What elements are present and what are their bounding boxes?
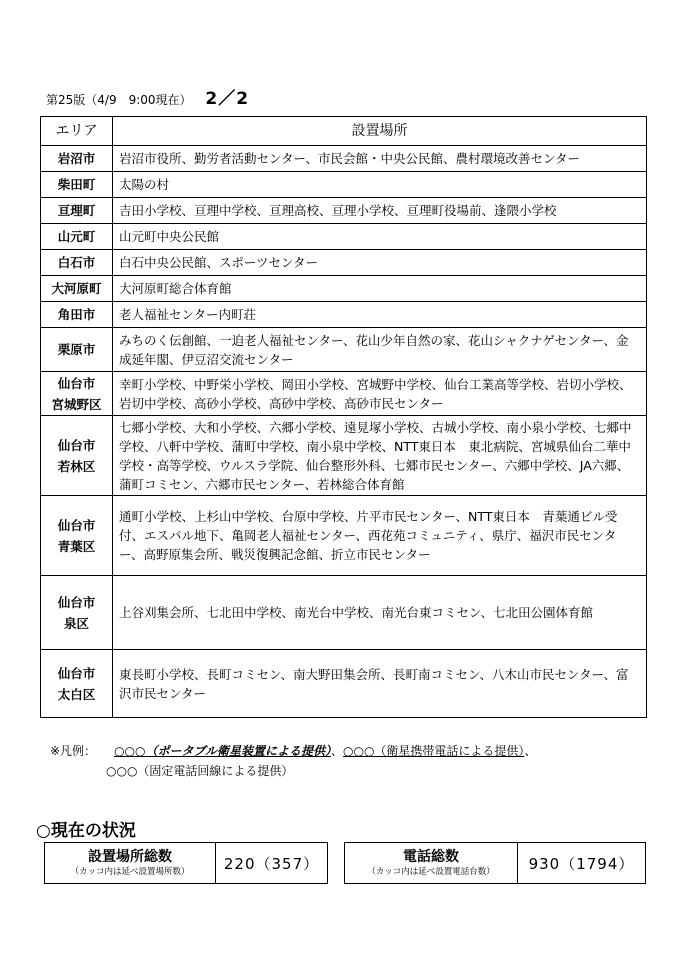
page-number: 2／2 [205, 89, 250, 109]
area-city: 仙台市 [57, 437, 96, 453]
places-cell: 老人福祉センター内町荘 [113, 302, 647, 328]
area-cell: 亘理町 [41, 198, 113, 224]
area-cell [41, 496, 113, 576]
area-cell [41, 372, 113, 416]
table-row [41, 328, 647, 372]
places-cell: 通町小学校、上杉山中学校、台原中学校、片平市民センター、NTT東日本 青葉通ビル受付、エスパル地下、亀岡老人福祉センター、西花苑コミュニティ、県庁、福沢市民センター、高野原集会所、戦災復興記念館、折立市民センター [113, 496, 647, 576]
places-cell: 幸町小学校、中野栄小学校、岡田小学校、宮城野中学校、仙台工業高等学校、岩切小学校、岩切中学校、高砂小学校、高砂中学校、高砂市民センター [113, 372, 647, 416]
phones-total-label: 電話総数 [403, 849, 459, 865]
table-row [41, 250, 647, 276]
legend [50, 741, 536, 781]
table-row [41, 576, 647, 650]
area-ward: 太白区 [57, 686, 96, 702]
area-cell [41, 650, 113, 718]
legend-satellite: ○○○（衛星携帯電話による提供） [343, 744, 525, 758]
area-cell: 大河原町 [41, 276, 113, 302]
places-cell: 上谷刈集会所、七北田中学校、南光台中学校、南光台東コミセン、七北田公園体育館 [113, 576, 647, 650]
locations-total-label: 設置場所総数 [88, 849, 172, 865]
area-ward: 青葉区 [57, 538, 96, 554]
area-cell: 山元町 [41, 224, 113, 250]
table-row [41, 146, 647, 172]
table-row [41, 276, 647, 302]
table-row [41, 496, 647, 576]
locations-total-box [44, 842, 328, 884]
area-ward: 宮城野区 [51, 396, 102, 412]
table-header-row [41, 117, 647, 146]
area-cell [41, 416, 113, 496]
places-cell: 吉田小学校、亘理中学校、亘理高校、亘理小学校、亘理町役場前、逢隈小学校 [113, 198, 647, 224]
status-title: ○現在の状況 [36, 821, 136, 841]
places-cell: 太陽の村 [113, 172, 647, 198]
places-cell: 東長町小学校、長町コミセン、南大野田集会所、長町南コミセン、八木山市民センター、富沢市民センター [113, 650, 647, 718]
table-row [41, 172, 647, 198]
legend-prefix: ※凡例： [50, 744, 97, 758]
table-row [41, 372, 647, 416]
phones-total-box [344, 842, 646, 884]
page-header [46, 84, 249, 109]
area-city: 仙台市 [57, 375, 96, 391]
area-ward: 若林区 [57, 458, 96, 474]
phones-total-note: （カッコ内は延べ設置電話台数） [367, 867, 495, 877]
legend-portable: ○○○（ポータブル衛星装置による提供） [114, 744, 331, 758]
area-cell: 柴田町 [41, 172, 113, 198]
table-row [41, 650, 647, 718]
locations-total-label-cell [45, 843, 216, 883]
places-cell: 山元町中央公民館 [113, 224, 647, 250]
places-cell: 大河原町総合体育館 [113, 276, 647, 302]
locations-total-note: （カッコ内は延べ設置場所数） [70, 867, 190, 877]
places-cell: 岩沼市役所、勤労者活動センター、市民会館・中央公民館、農村環境改善センター [113, 146, 647, 172]
area-city: 仙台市 [57, 594, 96, 610]
phones-total-label-cell [345, 843, 518, 883]
area-city: 仙台市 [57, 517, 96, 533]
area-cell [41, 576, 113, 650]
table-row [41, 416, 647, 496]
phones-total-value: 930（1794） [528, 854, 635, 873]
locations-total-value: 220（357） [223, 854, 320, 873]
column-header-places: 設置場所 [113, 117, 647, 146]
table-row [41, 224, 647, 250]
area-cell: 栗原市 [41, 328, 113, 372]
area-cell: 白石市 [41, 250, 113, 276]
places-cell: 白石中央公民館、スポーツセンター [113, 250, 647, 276]
area-city: 仙台市 [57, 665, 96, 681]
area-ward: 泉区 [63, 615, 89, 631]
legend-fixed: ○○○（固定電話回線による提供） [106, 764, 294, 778]
places-cell: みちのく伝創館、一迫老人福祉センター、花山少年自然の家、花山シャクナゲセンター、金成延年閣、伊豆沼交流センター [113, 328, 647, 372]
location-table [40, 116, 647, 718]
edition-label: 第25版（4/9 9:00現在） [46, 93, 192, 107]
column-header-area: エリア [41, 117, 113, 146]
legend-separator: 、 [331, 744, 344, 758]
table-row [41, 198, 647, 224]
legend-tail: 、 [524, 744, 537, 758]
area-cell: 岩沼市 [41, 146, 113, 172]
table-row [41, 302, 647, 328]
places-cell: 七郷小学校、大和小学校、六郷小学校、遠見塚小学校、古城小学校、南小泉小学校、七郷中学校、八軒中学校、蒲町中学校、南小泉中学校、NTT東日本 東北病院、宮城県仙台二華中学校・高等学校、ウルスラ学院、仙台整形外科、七郷市民センター、六郷中学校、JA六郷、蒲町コミセン、六郷市民センター、若林総合体育館 [113, 416, 647, 496]
area-cell: 角田市 [41, 302, 113, 328]
